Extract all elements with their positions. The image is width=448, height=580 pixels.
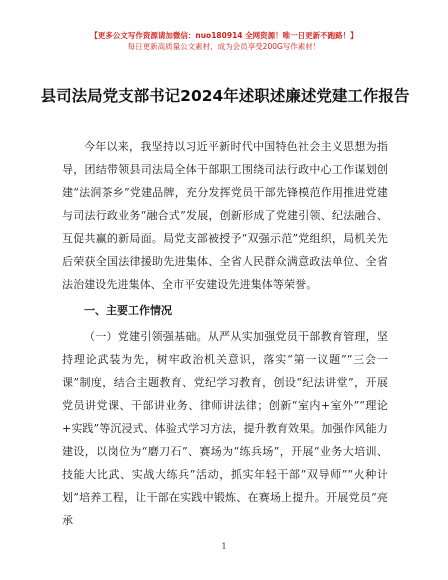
intro-paragraph: 今年以来，我坚持以习近平新时代中国特色社会主义思想为指导，团结带领县司法局全体干部职工围绕司法行政中心工作谋划创建“法润茶乡”党建品牌，充分发挥党员干部先锋模范作用推进党建与司法行政业务“融合式”发展，创新形成了党建引领、纪法融合、互促共赢的新局面。局党支部被授予“双强示范”党组织，局机关先后荣获全国法律援助先进集体、全省人民群众满意政法单位、全省法治建设先进集体、全市平安建设先进集体等荣誉。: [62, 140, 388, 291]
section-paragraph: （一）党建引领强基础。从严从实加强党员干部教育管理，坚持理论武装为先，树牢政治机关意识，落实“第一议题”“三会一课”制度，结合主题教育、党纪学习教育，创设“纪法讲堂”，开展党员讲党课、干部讲业务、律师讲法律；创新“室内+室外”“理论+实践”等沉浸式、体验式学习方法，提升教育效果。加强作风能力建设，以岗位为“磨刀石”、赛场为“练兵场”，开展“业务大培训、技能大比武、实战大练兵”活动，抓实年轻干部“双导师”“火种计划”培养工程，让干部在实践中锻炼、在赛场上提升。开展党员“亮承: [62, 330, 388, 527]
page-number: 1: [221, 542, 227, 551]
promo-banner-line-2: 每日更新高质量公文素材，成为会员享受200G写作素材！: [127, 42, 321, 51]
promo-banner: [0, 30, 448, 52]
section-heading: 一、主要工作情况: [84, 304, 172, 317]
promo-banner-line-1: 【更多公文写作资源请加微信：nuo180914 全网资源！唯一日更新不跑路！】: [90, 31, 358, 40]
document-title: 县司法局党支部书记2024年述职述廉述党建工作报告: [40, 87, 410, 105]
document-body: [62, 135, 388, 532]
